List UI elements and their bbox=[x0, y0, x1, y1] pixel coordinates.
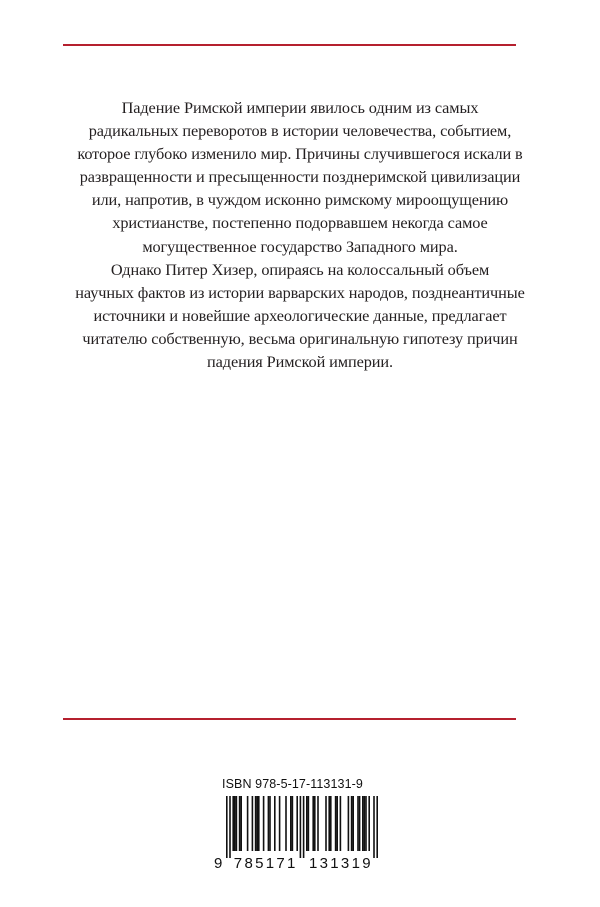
barcode-bar bbox=[317, 796, 319, 851]
barcode-bar bbox=[290, 796, 292, 851]
barcode-bar bbox=[240, 796, 242, 851]
barcode-bar bbox=[314, 796, 316, 851]
barcode-bar bbox=[306, 796, 308, 851]
blurb-line: которое глубоко изменило мир. Причины случившегося искали в bbox=[77, 144, 523, 164]
barcode-bar bbox=[351, 796, 353, 851]
barcode-bar bbox=[364, 796, 366, 851]
barcode-bar bbox=[336, 796, 338, 851]
barcode-bar bbox=[300, 796, 302, 858]
barcode-bar bbox=[352, 796, 354, 851]
blurb-line: могущественное государство Западного мира. bbox=[142, 236, 458, 256]
barcode-bar bbox=[255, 796, 257, 851]
barcode-bar bbox=[292, 796, 294, 851]
barcode-bar bbox=[303, 796, 305, 858]
barcode-bar bbox=[328, 796, 330, 851]
barcode-bar bbox=[256, 796, 258, 851]
barcode-right-digits: 131319 bbox=[309, 855, 373, 872]
barcode-bar bbox=[368, 796, 370, 851]
blurb-line: источники и новейшие археологические данные, предлагает bbox=[93, 305, 507, 325]
barcode-bar bbox=[325, 796, 327, 851]
barcode-bar bbox=[376, 796, 378, 858]
barcode-bar bbox=[348, 796, 350, 851]
barcode-bar bbox=[312, 796, 314, 851]
annotation-text bbox=[60, 96, 540, 373]
blurb-line: или, напротив, в чуждом исконно римскому мироощущению bbox=[91, 190, 509, 210]
blurb-line: развращенности и пресыщенности позднеримской цивилизации bbox=[79, 167, 521, 187]
barcode-bar bbox=[239, 796, 241, 851]
barcode-left-digits: 785171 bbox=[233, 855, 298, 872]
barcode-bar bbox=[232, 796, 234, 851]
barcode-bar bbox=[258, 796, 260, 851]
barcode-bar bbox=[359, 796, 361, 851]
barcode-bar bbox=[330, 796, 332, 851]
blurb-line: научных фактов из истории варварских народов, позднеантичные bbox=[75, 282, 525, 302]
barcode-lead-digit: 9 bbox=[214, 855, 223, 872]
barcode-bar bbox=[357, 796, 359, 851]
isbn-label: ISBN 978-5-17-113131-9 bbox=[222, 777, 363, 791]
barcode-bars bbox=[212, 796, 388, 858]
barcode-bar bbox=[274, 796, 276, 851]
barcode-bar bbox=[234, 796, 236, 851]
barcode-bar bbox=[340, 796, 342, 851]
blurb-line: Падение Римской империи явилось одним из самых bbox=[121, 98, 479, 117]
blurb-line: христианстве, постепенно подорвавшем некогда самое bbox=[112, 213, 488, 233]
blurb-line: падения Римской империи. bbox=[207, 352, 393, 372]
top-divider bbox=[63, 44, 516, 46]
barcode bbox=[212, 772, 388, 882]
barcode-bar bbox=[279, 796, 281, 851]
barcode-bar bbox=[247, 796, 249, 851]
barcode-bar bbox=[268, 796, 270, 851]
barcode-bar bbox=[296, 796, 298, 851]
barcode-bar bbox=[263, 796, 265, 851]
barcode-bar bbox=[269, 796, 271, 851]
blurb-line: радикальных переворотов в истории человечества, событием, bbox=[88, 121, 512, 141]
barcode-bar bbox=[285, 796, 287, 851]
barcode-bar bbox=[335, 796, 337, 851]
barcode-bar bbox=[308, 796, 310, 851]
blurb-line: читателю собственную, весьма оригинальную гипотезу причин bbox=[82, 328, 518, 348]
barcode-bar bbox=[229, 796, 231, 858]
barcode-bar bbox=[365, 796, 367, 851]
barcode-bar bbox=[373, 796, 375, 858]
barcode-bar bbox=[252, 796, 254, 851]
bottom-divider bbox=[63, 718, 516, 720]
barcode-bar bbox=[226, 796, 228, 858]
blurb-line: Однако Питер Хизер, опираясь на колоссальный объем bbox=[110, 259, 490, 279]
barcode-bar bbox=[362, 796, 364, 851]
barcode-bar bbox=[236, 796, 238, 851]
